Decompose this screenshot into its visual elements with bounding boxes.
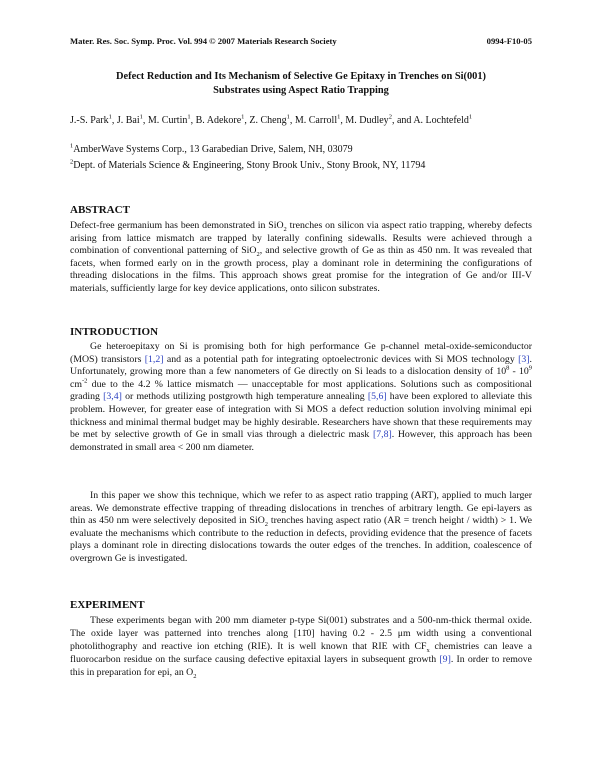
body-text: 0] having 0.2 - 2.5 μm width using a conventional photolithography and reactive ion etching (RIE). It is well known that RIE with CF — [70, 628, 532, 652]
affiliation-mark: 1 — [187, 113, 191, 121]
body-text: and as a potential path for integrating optoelectronic devices with Si MOS technology — [163, 353, 519, 365]
author-name: B. Adekore — [195, 115, 242, 126]
subscript: 2 — [264, 521, 269, 529]
citation-link[interactable]: [5,6] — [367, 391, 387, 403]
author-name: M. Dudley — [345, 115, 389, 126]
affiliation-text: Dept. of Materials Science & Engineering, Stony Brook Univ., Stony Brook, NY, 11794 — [73, 160, 426, 171]
paper-id: 0994-F10-05 — [486, 36, 532, 46]
citation-link[interactable]: [9] — [439, 654, 451, 665]
abstract-paragraph — [70, 220, 532, 296]
affiliation-mark: 1 — [286, 113, 290, 121]
affiliation-mark: 1 — [70, 142, 74, 150]
title-line-1: Defect Reduction and Its Mechanism of Selective Ge Epitaxy in Trenches on Si(001) — [116, 71, 486, 82]
abstract-text: , and selective growth of Ge as thin as 450 nm. It was revealed that facets, when formed early on in the growth process, play a dominant role in determining the configurations of threading dislocations in the films. This approach shows great promise for the integration of Ge and/or III-V materials, sufficiently large for key device applications, onto silicon substrates. — [70, 245, 532, 294]
citation-link[interactable]: [3,4] — [103, 391, 122, 403]
experiment-heading: EXPERIMENT — [70, 599, 145, 611]
author-name: M. Carroll — [294, 115, 338, 126]
subscript: 2 — [256, 251, 260, 259]
body-text: trenches having aspect ratio (AR = trench height / width) > 1. We evaluate the mechanisms which contribute to the reduction in defects, providing evidence that the presence of facets plays a dominant role in directing dislocations towards the outer edges of the trenches. In addition, coalescence of overgrown Ge is investigated. — [70, 515, 533, 564]
author-name: M. Curtin — [147, 115, 188, 126]
body-text: - 10 — [509, 366, 529, 378]
affiliation-mark: 1 — [241, 113, 245, 121]
citation-link[interactable]: [1,2] — [144, 353, 164, 365]
author-name: A. Lochtefeld — [413, 115, 469, 126]
body-text: have been explored to alleviate this problem. However, for greater ease of integration with Si MOS a defect reduction solution involving minimal epi thickness and minimal thermal budget may be highly desirable. Researchers have shown that these requirements may be met by selective growth of Ge in small vias through a dielectric mask — [70, 391, 532, 441]
affiliation-mark: 1 — [337, 113, 341, 121]
body-text: due to the 4.2 % lattice mismatch — unacceptable for most applications. Solutions such as compositional grading — [70, 378, 532, 403]
subscript: 2 — [283, 225, 287, 233]
affiliation-text: AmberWave Systems Corp., 13 Garabedian Drive, Salem, NH, 03079 — [73, 144, 353, 155]
affiliation-mark: 2 — [70, 158, 74, 166]
abstract-text: trenches on silicon via aspect ratio trapping, whereby defects arising from lattice mismatch are trapped by laterally confining sidewalls. Results were achieved through a combination of conventional patterning of SiO — [70, 220, 532, 257]
journal-citation: Mater. Res. Soc. Symp. Proc. Vol. 994 © 2007 Materials Research Society — [70, 36, 337, 46]
abstract-heading: ABSTRACT — [70, 204, 130, 216]
body-text: or methods utilizing postgrowth high temperature annealing — [121, 391, 368, 403]
body-text: cm — [70, 378, 82, 390]
superscript: 8 — [506, 364, 510, 372]
introduction-heading: INTRODUCTION — [70, 326, 159, 338]
author-name: J.-S. Park — [70, 115, 109, 126]
superscript: 9 — [528, 364, 533, 372]
subscript: 2 — [193, 672, 197, 680]
subscript: x — [426, 646, 430, 654]
affiliation-mark: 2 — [388, 113, 392, 121]
body-text: . However, this approach has been demonstrated in small area < 200 nm diameter. — [70, 429, 532, 453]
author-name: Z. Cheng — [249, 115, 287, 126]
body-text: chemistries can leave a fluorocarbon residue on the surface causing defective epitaxial layers in subsequent growth — [70, 641, 532, 665]
affiliation-2 — [70, 159, 532, 173]
paper-title — [70, 70, 532, 98]
citation-link[interactable]: [3] — [518, 353, 530, 365]
body-text: Ge heteroepitaxy on Si is promising both for high performance Ge p-channel metal-oxide-semiconductor (MOS) transistors — [70, 341, 532, 365]
author-name: J. Bai — [116, 115, 140, 126]
superscript: -2 — [81, 377, 88, 385]
introduction-paragraph-2 — [70, 490, 532, 566]
body-text: . Unfortunately, growing more than a few nanometers of Ge directly on Si leads to a dislocation density of 10 — [70, 353, 532, 378]
author-list: J.-S. Park$^1$, J. Bai$^1$, M. Curtin$^1$, B. Adekore$^1$, Z. Cheng$^1$, M. Carroll$^1$, M. Dudley$^2$, and A. Lochtefeld$^1$ — [70, 113, 473, 126]
abstract-text: Defect-free germanium has been demonstrated in SiO — [70, 220, 284, 231]
body-text: . In order to remove this in preparation for epi, an O — [70, 654, 532, 678]
body-text: 1̄ — [301, 628, 307, 639]
title-line-2: Substrates using Aspect Ratio Trapping — [213, 85, 389, 96]
body-text: In this paper we show this technique, which we refer to as aspect ratio trapping (ART), applied to much larger areas. We demonstrate effective trapping of threading dislocations in trenches of arbitrary length. Ge epi-layers as thin as 450 nm were selectively deposited in SiO — [70, 490, 532, 527]
experiment-paragraph — [70, 614, 532, 679]
introduction-paragraph-1 — [70, 341, 532, 454]
affiliation-mark: 1 — [139, 113, 143, 121]
affiliation-mark: 1 — [108, 113, 112, 121]
citation-link[interactable]: [7,8] — [372, 429, 392, 441]
affiliation-1 — [70, 143, 532, 157]
affiliation-mark: 1 — [468, 113, 473, 121]
body-text: These experiments began with 200 mm diameter p-type Si(001) substrates and a 500-nm-thick thermal oxide. The oxide layer was patterned into trenches along [1 — [70, 615, 532, 639]
